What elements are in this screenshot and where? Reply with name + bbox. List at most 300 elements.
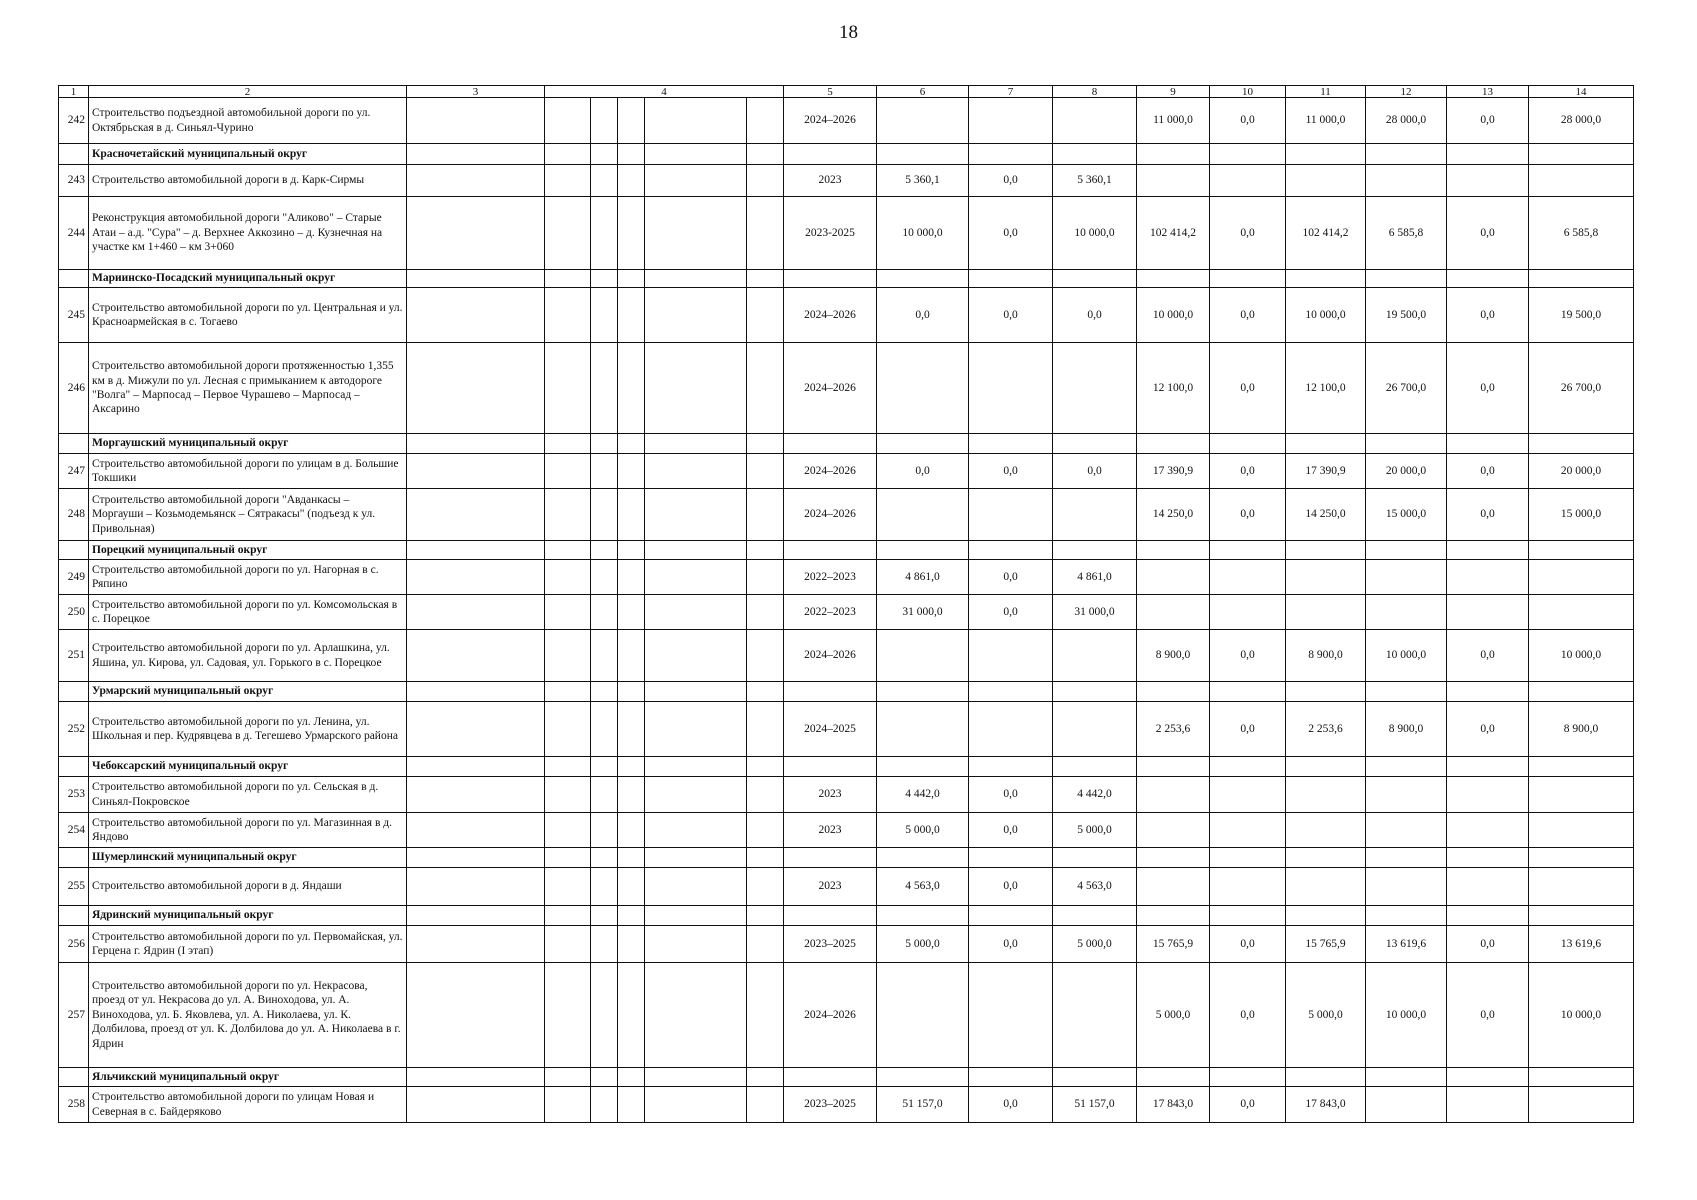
value-c11: 102 414,2 xyxy=(1286,197,1366,270)
empty-cell xyxy=(1366,434,1447,454)
empty-cell xyxy=(1447,144,1529,165)
value-c10: 0,0 xyxy=(1210,1087,1286,1123)
row-number: 245 xyxy=(59,288,89,343)
table-row xyxy=(59,454,1634,489)
empty-cell xyxy=(747,848,784,868)
value-c8: 10 000,0 xyxy=(1053,197,1137,270)
empty-cell xyxy=(969,757,1053,777)
value-c9: 102 414,2 xyxy=(1137,197,1210,270)
value-c9 xyxy=(1137,777,1210,813)
index-cell xyxy=(59,757,89,777)
empty-cell xyxy=(747,777,784,813)
empty-cell xyxy=(1447,434,1529,454)
empty-cell xyxy=(591,595,618,630)
value-c7: 0,0 xyxy=(969,288,1053,343)
row-number: 253 xyxy=(59,777,89,813)
empty-cell xyxy=(591,682,618,702)
value-c12: 6 585,8 xyxy=(1366,197,1447,270)
empty-cell xyxy=(969,144,1053,165)
value-c12 xyxy=(1366,560,1447,595)
empty-cell xyxy=(1210,682,1286,702)
value-c7 xyxy=(969,963,1053,1068)
section-title: Урмарский муниципальный округ xyxy=(89,682,407,702)
empty-cell xyxy=(645,560,747,595)
value-c14 xyxy=(1529,777,1634,813)
object-name: Строительство автомобильной дороги по ул. Комсомольская в с. Порецкое xyxy=(89,595,407,630)
object-name: Строительство автомобильной дороги по ул. Первомайская, ул. Герцена г. Ядрин (I этап) xyxy=(89,926,407,963)
header-col-13: 13 xyxy=(1447,86,1529,98)
value-c7: 0,0 xyxy=(969,165,1053,197)
empty-cell xyxy=(545,595,591,630)
value-c6: 4 563,0 xyxy=(877,868,969,906)
empty-cell xyxy=(1053,144,1137,165)
empty-cell xyxy=(877,1068,969,1087)
header-col-10: 10 xyxy=(1210,86,1286,98)
row-number: 256 xyxy=(59,926,89,963)
empty-cell xyxy=(545,454,591,489)
empty-cell xyxy=(545,434,591,454)
value-c14: 10 000,0 xyxy=(1529,963,1634,1068)
empty-cell xyxy=(1053,848,1137,868)
value-c13 xyxy=(1447,560,1529,595)
empty-cell xyxy=(545,165,591,197)
value-c6 xyxy=(877,489,969,541)
empty-cell xyxy=(407,343,545,434)
value-c14: 28 000,0 xyxy=(1529,98,1634,144)
header-col-5: 5 xyxy=(784,86,877,98)
value-c6: 31 000,0 xyxy=(877,595,969,630)
table-row xyxy=(59,630,1634,682)
empty-cell xyxy=(545,777,591,813)
value-c11: 17 390,9 xyxy=(1286,454,1366,489)
value-c7: 0,0 xyxy=(969,813,1053,848)
empty-cell xyxy=(1286,541,1366,560)
table-row xyxy=(59,560,1634,595)
value-c11: 10 000,0 xyxy=(1286,288,1366,343)
section-title: Красночетайский муниципальный округ xyxy=(89,144,407,165)
value-c7 xyxy=(969,630,1053,682)
value-c8 xyxy=(1053,343,1137,434)
table-row xyxy=(59,1087,1634,1123)
empty-cell xyxy=(1286,270,1366,288)
empty-cell xyxy=(407,926,545,963)
table-row xyxy=(59,288,1634,343)
empty-cell xyxy=(618,434,645,454)
empty-cell xyxy=(645,1087,747,1123)
empty-cell xyxy=(784,757,877,777)
empty-cell xyxy=(645,906,747,926)
value-c11: 17 843,0 xyxy=(1286,1087,1366,1123)
empty-cell xyxy=(1210,1068,1286,1087)
empty-cell xyxy=(1286,434,1366,454)
value-c6: 0,0 xyxy=(877,288,969,343)
empty-cell xyxy=(591,848,618,868)
table-row xyxy=(59,197,1634,270)
empty-cell xyxy=(545,1068,591,1087)
empty-cell xyxy=(618,777,645,813)
value-c12: 15 000,0 xyxy=(1366,489,1447,541)
header-col-9: 9 xyxy=(1137,86,1210,98)
empty-cell xyxy=(1053,682,1137,702)
empty-cell xyxy=(784,541,877,560)
empty-cell xyxy=(645,197,747,270)
value-c10 xyxy=(1210,777,1286,813)
empty-cell xyxy=(747,541,784,560)
section-title: Мариинско-Посадский муниципальный округ xyxy=(89,270,407,288)
empty-cell xyxy=(747,434,784,454)
value-c7: 0,0 xyxy=(969,560,1053,595)
empty-cell xyxy=(747,906,784,926)
header-col-3: 3 xyxy=(407,86,545,98)
empty-cell xyxy=(747,144,784,165)
empty-cell xyxy=(407,288,545,343)
value-c12 xyxy=(1366,165,1447,197)
empty-cell xyxy=(591,343,618,434)
empty-cell xyxy=(545,813,591,848)
value-c6 xyxy=(877,702,969,757)
empty-cell xyxy=(645,682,747,702)
table-body xyxy=(59,98,1634,1123)
empty-cell xyxy=(618,489,645,541)
empty-cell xyxy=(407,595,545,630)
section-row xyxy=(59,270,1634,288)
value-c6: 4 442,0 xyxy=(877,777,969,813)
empty-cell xyxy=(784,906,877,926)
empty-cell xyxy=(1447,906,1529,926)
investment-table xyxy=(58,85,1634,1123)
empty-cell xyxy=(407,560,545,595)
table-row xyxy=(59,165,1634,197)
empty-cell xyxy=(1210,906,1286,926)
value-c6: 5 000,0 xyxy=(877,813,969,848)
value-c14 xyxy=(1529,560,1634,595)
value-c14: 6 585,8 xyxy=(1529,197,1634,270)
value-c9: 10 000,0 xyxy=(1137,288,1210,343)
value-c8: 5 000,0 xyxy=(1053,926,1137,963)
empty-cell xyxy=(545,270,591,288)
empty-cell xyxy=(591,813,618,848)
empty-cell xyxy=(618,963,645,1068)
row-number: 251 xyxy=(59,630,89,682)
empty-cell xyxy=(407,270,545,288)
section-title: Шумерлинский муниципальный округ xyxy=(89,848,407,868)
period-cell: 2023-2025 xyxy=(784,197,877,270)
empty-cell xyxy=(407,813,545,848)
empty-cell xyxy=(747,595,784,630)
row-number: 249 xyxy=(59,560,89,595)
empty-cell xyxy=(784,848,877,868)
empty-cell xyxy=(591,434,618,454)
empty-cell xyxy=(645,757,747,777)
value-c6 xyxy=(877,98,969,144)
value-c12 xyxy=(1366,595,1447,630)
empty-cell xyxy=(1210,434,1286,454)
value-c10: 0,0 xyxy=(1210,630,1286,682)
value-c14: 20 000,0 xyxy=(1529,454,1634,489)
empty-cell xyxy=(747,702,784,757)
empty-cell xyxy=(618,288,645,343)
value-c12: 28 000,0 xyxy=(1366,98,1447,144)
row-number: 258 xyxy=(59,1087,89,1123)
empty-cell xyxy=(618,848,645,868)
empty-cell xyxy=(591,1087,618,1123)
section-title: Яльчикский муниципальный округ xyxy=(89,1068,407,1087)
period-cell: 2022–2023 xyxy=(784,595,877,630)
value-c11: 5 000,0 xyxy=(1286,963,1366,1068)
value-c9: 5 000,0 xyxy=(1137,963,1210,1068)
value-c11: 2 253,6 xyxy=(1286,702,1366,757)
empty-cell xyxy=(618,560,645,595)
empty-cell xyxy=(591,489,618,541)
value-c9: 8 900,0 xyxy=(1137,630,1210,682)
empty-cell xyxy=(1286,757,1366,777)
value-c9: 14 250,0 xyxy=(1137,489,1210,541)
row-number: 244 xyxy=(59,197,89,270)
section-title: Моргаушский муниципальный округ xyxy=(89,434,407,454)
value-c7 xyxy=(969,98,1053,144)
value-c7 xyxy=(969,343,1053,434)
value-c9: 2 253,6 xyxy=(1137,702,1210,757)
empty-cell xyxy=(545,343,591,434)
value-c8: 0,0 xyxy=(1053,288,1137,343)
empty-cell xyxy=(1137,757,1210,777)
value-c9 xyxy=(1137,165,1210,197)
empty-cell xyxy=(1366,848,1447,868)
empty-cell xyxy=(645,630,747,682)
empty-cell xyxy=(407,1068,545,1087)
period-cell: 2024–2026 xyxy=(784,98,877,144)
empty-cell xyxy=(1137,682,1210,702)
empty-cell xyxy=(645,702,747,757)
index-cell xyxy=(59,906,89,926)
empty-cell xyxy=(645,270,747,288)
empty-cell xyxy=(1366,1068,1447,1087)
empty-cell xyxy=(645,144,747,165)
index-cell xyxy=(59,1068,89,1087)
value-c12: 20 000,0 xyxy=(1366,454,1447,489)
empty-cell xyxy=(591,288,618,343)
column-number-header xyxy=(59,86,1634,98)
empty-cell xyxy=(645,813,747,848)
empty-cell xyxy=(784,144,877,165)
value-c14 xyxy=(1529,868,1634,906)
empty-cell xyxy=(618,165,645,197)
empty-cell xyxy=(1366,541,1447,560)
empty-cell xyxy=(618,595,645,630)
empty-cell xyxy=(407,197,545,270)
empty-cell xyxy=(1447,757,1529,777)
empty-cell xyxy=(591,454,618,489)
empty-cell xyxy=(784,434,877,454)
empty-cell xyxy=(747,963,784,1068)
empty-cell xyxy=(545,757,591,777)
empty-cell xyxy=(877,906,969,926)
value-c13: 0,0 xyxy=(1447,98,1529,144)
empty-cell xyxy=(1137,848,1210,868)
empty-cell xyxy=(545,541,591,560)
value-c11: 14 250,0 xyxy=(1286,489,1366,541)
empty-cell xyxy=(618,906,645,926)
empty-cell xyxy=(1366,270,1447,288)
value-c13: 0,0 xyxy=(1447,489,1529,541)
index-cell xyxy=(59,270,89,288)
page-number: 18 xyxy=(839,22,858,43)
table-row xyxy=(59,98,1634,144)
empty-cell xyxy=(877,541,969,560)
empty-cell xyxy=(545,682,591,702)
object-name: Строительство автомобильной дороги по ул. Некрасова, проезд от ул. Некрасова до ул. А. Виноходова, ул. А. Виноходова, ул. Б. Яковлева, ул. А. Николаева, ул. К. Долбилова, проезд от ул. К. Долбилова до ул. А. Николаева в г. Ядрин xyxy=(89,963,407,1068)
value-c14 xyxy=(1529,165,1634,197)
row-number: 243 xyxy=(59,165,89,197)
value-c14: 15 000,0 xyxy=(1529,489,1634,541)
value-c11 xyxy=(1286,813,1366,848)
value-c12: 10 000,0 xyxy=(1366,963,1447,1068)
empty-cell xyxy=(645,165,747,197)
empty-cell xyxy=(1053,1068,1137,1087)
value-c14: 10 000,0 xyxy=(1529,630,1634,682)
empty-cell xyxy=(1210,757,1286,777)
period-cell: 2024–2026 xyxy=(784,963,877,1068)
empty-cell xyxy=(591,868,618,906)
value-c13: 0,0 xyxy=(1447,343,1529,434)
value-c10: 0,0 xyxy=(1210,98,1286,144)
row-number: 255 xyxy=(59,868,89,906)
empty-cell xyxy=(591,702,618,757)
empty-cell xyxy=(645,848,747,868)
object-name: Строительство автомобильной дороги в д. Карк-Сирмы xyxy=(89,165,407,197)
empty-cell xyxy=(591,98,618,144)
object-name: Строительство автомобильной дороги по ул. Ленина, ул. Школьная и пер. Кудрявцева в д. Тегешево Урмарского района xyxy=(89,702,407,757)
value-c11 xyxy=(1286,868,1366,906)
value-c9: 15 765,9 xyxy=(1137,926,1210,963)
value-c10 xyxy=(1210,868,1286,906)
index-cell xyxy=(59,144,89,165)
empty-cell xyxy=(545,197,591,270)
empty-cell xyxy=(1137,144,1210,165)
value-c10: 0,0 xyxy=(1210,963,1286,1068)
section-row xyxy=(59,1068,1634,1087)
object-name: Строительство автомобильной дороги по ул. Арлашкина, ул. Яшина, ул. Кирова, ул. Садовая, ул. Горького в с. Порецкое xyxy=(89,630,407,682)
empty-cell xyxy=(407,434,545,454)
empty-cell xyxy=(545,560,591,595)
empty-cell xyxy=(1529,757,1634,777)
period-cell: 2023–2025 xyxy=(784,926,877,963)
empty-cell xyxy=(1137,1068,1210,1087)
row-number: 252 xyxy=(59,702,89,757)
value-c10: 0,0 xyxy=(1210,702,1286,757)
empty-cell xyxy=(545,868,591,906)
value-c11: 8 900,0 xyxy=(1286,630,1366,682)
section-row xyxy=(59,541,1634,560)
index-cell xyxy=(59,682,89,702)
empty-cell xyxy=(407,777,545,813)
object-name: Строительство автомобильной дороги по ул. Сельская в д. Синьял-Покровское xyxy=(89,777,407,813)
value-c11 xyxy=(1286,777,1366,813)
empty-cell xyxy=(747,288,784,343)
empty-cell xyxy=(407,165,545,197)
value-c7: 0,0 xyxy=(969,595,1053,630)
empty-cell xyxy=(618,682,645,702)
empty-cell xyxy=(545,963,591,1068)
empty-cell xyxy=(645,434,747,454)
empty-cell xyxy=(545,926,591,963)
empty-cell xyxy=(747,98,784,144)
empty-cell xyxy=(407,1087,545,1123)
value-c9 xyxy=(1137,560,1210,595)
header-col-12: 12 xyxy=(1366,86,1447,98)
period-cell: 2024–2026 xyxy=(784,630,877,682)
empty-cell xyxy=(747,489,784,541)
value-c10: 0,0 xyxy=(1210,197,1286,270)
empty-cell xyxy=(591,906,618,926)
empty-cell xyxy=(1529,434,1634,454)
empty-cell xyxy=(1366,906,1447,926)
empty-cell xyxy=(591,926,618,963)
row-number: 246 xyxy=(59,343,89,434)
value-c8: 4 442,0 xyxy=(1053,777,1137,813)
value-c9: 17 843,0 xyxy=(1137,1087,1210,1123)
empty-cell xyxy=(407,702,545,757)
section-title: Порецкий муниципальный округ xyxy=(89,541,407,560)
empty-cell xyxy=(645,288,747,343)
value-c7 xyxy=(969,702,1053,757)
object-name: Строительство автомобильной дороги протяженностью 1,355 км в д. Мижули по ул. Лесная с примыканием к автодороге "Волга" – Марпосад – Первое Чурашево – Марпосад – Аксарино xyxy=(89,343,407,434)
value-c13: 0,0 xyxy=(1447,702,1529,757)
empty-cell xyxy=(1447,848,1529,868)
empty-cell xyxy=(618,98,645,144)
row-number: 247 xyxy=(59,454,89,489)
value-c8 xyxy=(1053,963,1137,1068)
value-c6: 51 157,0 xyxy=(877,1087,969,1123)
section-row xyxy=(59,848,1634,868)
value-c14: 8 900,0 xyxy=(1529,702,1634,757)
empty-cell xyxy=(407,489,545,541)
empty-cell xyxy=(1529,848,1634,868)
empty-cell xyxy=(1529,1068,1634,1087)
empty-cell xyxy=(747,454,784,489)
value-c9 xyxy=(1137,813,1210,848)
value-c14: 13 619,6 xyxy=(1529,926,1634,963)
empty-cell xyxy=(784,682,877,702)
value-c8: 5 360,1 xyxy=(1053,165,1137,197)
empty-cell xyxy=(591,165,618,197)
empty-cell xyxy=(618,1068,645,1087)
value-c12: 10 000,0 xyxy=(1366,630,1447,682)
empty-cell xyxy=(618,1087,645,1123)
empty-cell xyxy=(407,454,545,489)
value-c10: 0,0 xyxy=(1210,343,1286,434)
table-row xyxy=(59,926,1634,963)
empty-cell xyxy=(618,868,645,906)
value-c9 xyxy=(1137,595,1210,630)
empty-cell xyxy=(645,963,747,1068)
table-row xyxy=(59,868,1634,906)
empty-cell xyxy=(591,144,618,165)
value-c10: 0,0 xyxy=(1210,489,1286,541)
empty-cell xyxy=(645,489,747,541)
empty-cell xyxy=(747,868,784,906)
empty-cell xyxy=(545,848,591,868)
index-cell xyxy=(59,541,89,560)
period-cell: 2024–2026 xyxy=(784,288,877,343)
empty-cell xyxy=(1210,144,1286,165)
empty-cell xyxy=(645,595,747,630)
row-number: 254 xyxy=(59,813,89,848)
empty-cell xyxy=(407,98,545,144)
value-c13: 0,0 xyxy=(1447,630,1529,682)
value-c8 xyxy=(1053,630,1137,682)
value-c14 xyxy=(1529,813,1634,848)
